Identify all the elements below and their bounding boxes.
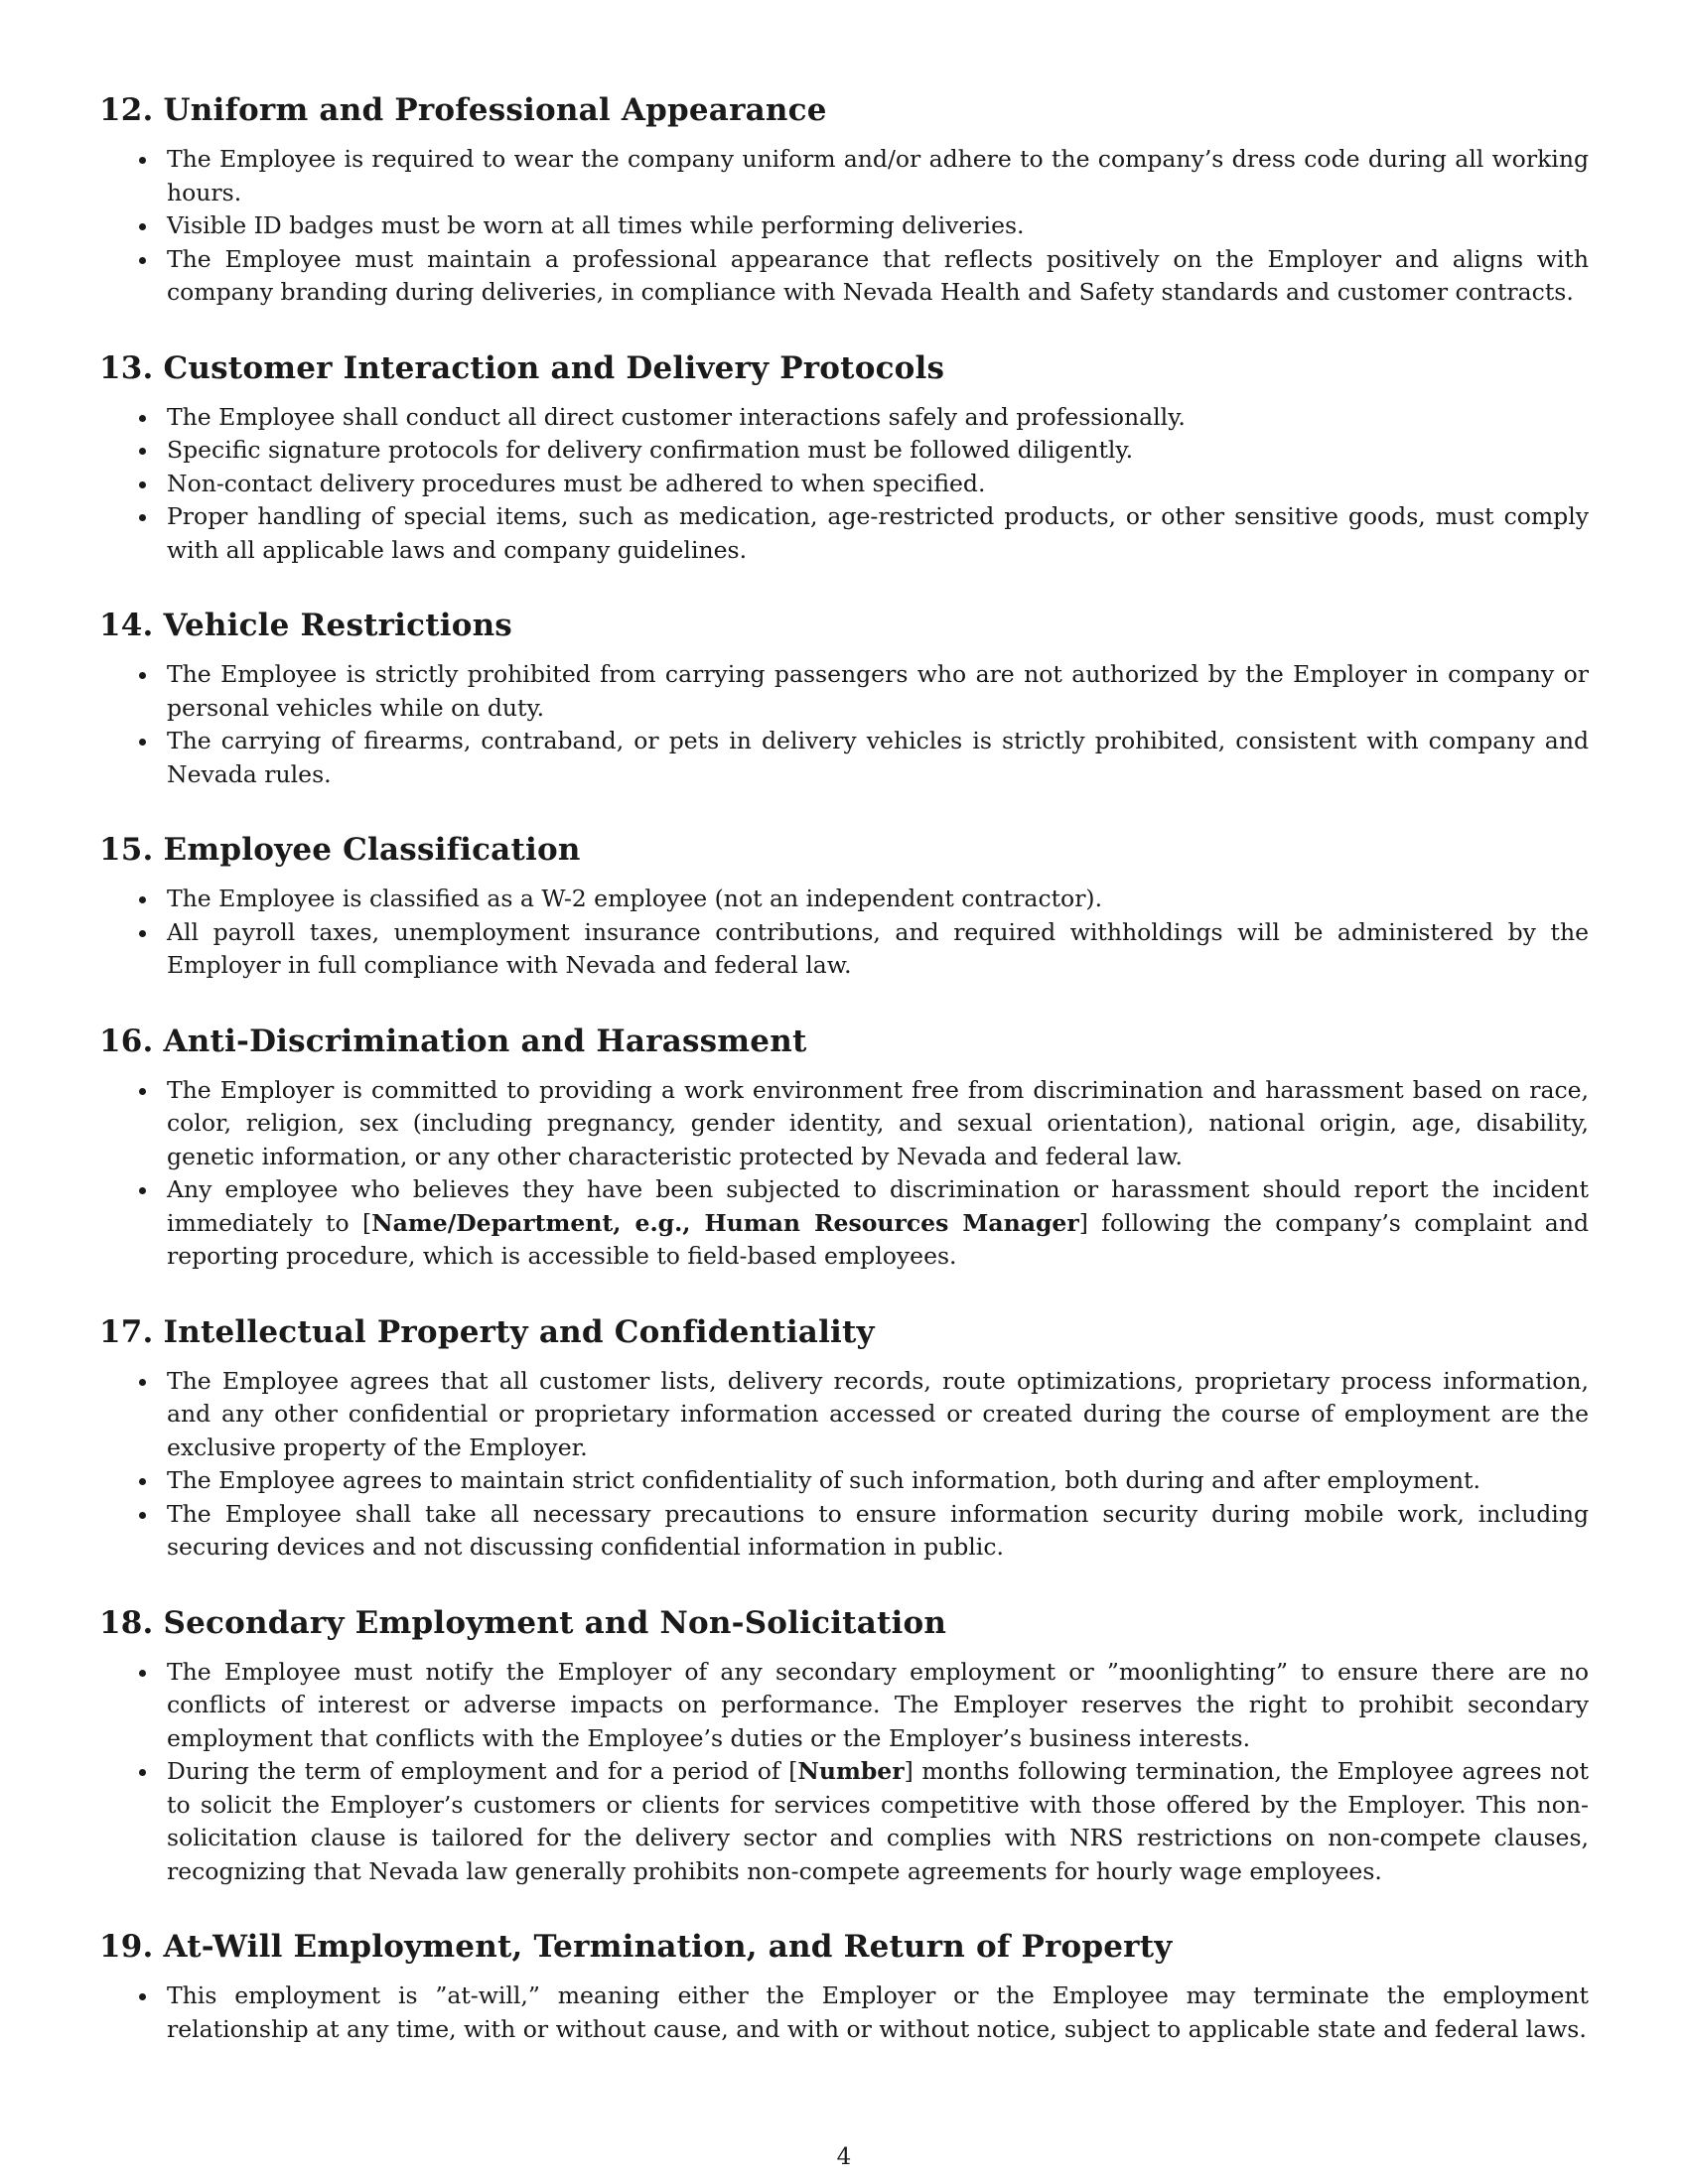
section-title: Customer Interaction and Delivery Protocols — [163, 349, 945, 386]
bullet-list — [99, 1074, 1589, 1274]
section-number: 17. — [99, 1313, 154, 1350]
section-number: 12. — [99, 92, 154, 128]
section-number: 16. — [99, 1023, 154, 1059]
section-heading — [99, 349, 1589, 387]
bullet-item: The Employer is committed to providing a work environment free from discrimination and harassment based on race, color, religion, sex (including pregnancy, gender identity, and sexual orientation), national origin, age, disability, genetic information, or any other characteristic protected by Nevada and federal law. — [99, 1074, 1589, 1174]
bullet-item — [99, 1755, 1589, 1888]
bullet-item: The Employee shall take all necessary precautions to ensure information security during mobile work, including securing devices and not discussing confidential information in public. — [99, 1498, 1589, 1565]
section-title: At-Will Employment, Termination, and Return of Property — [163, 1929, 1173, 1965]
bullet-list — [99, 1365, 1589, 1565]
section-heading — [99, 91, 1589, 129]
placeholder-field: Number — [797, 1757, 905, 1785]
bullet-list — [99, 658, 1589, 791]
bullet-item: The Employee is required to wear the company uniform and/or adhere to the company’s dress code during all working hours. — [99, 143, 1589, 209]
bullet-list — [99, 1656, 1589, 1889]
section-heading — [99, 1928, 1589, 1966]
bullet-item: Proper handling of special items, such as medication, age-restricted products, or other sensitive goods, must comply with all applicable laws and company guidelines. — [99, 500, 1589, 567]
section-number: 14. — [99, 608, 154, 643]
section-18 — [99, 1604, 1589, 1889]
section-16 — [99, 1023, 1589, 1274]
bullet-list — [99, 143, 1589, 310]
bullet-item: This employment is ”at-will,” meaning either the Employer or the Employee may terminate the employment relationship at any time, with or without cause, and with or without notice, subject to applicable state and federal laws. — [99, 1979, 1589, 2046]
section-heading — [99, 1604, 1589, 1642]
section-title: Employee Classification — [163, 832, 581, 868]
bullet-text: During the term of employment and for a period of [ — [167, 1757, 798, 1785]
bullet-item: Visible ID badges must be worn at all times while performing deliveries. — [99, 209, 1589, 243]
bullet-list — [99, 401, 1589, 568]
section-heading — [99, 831, 1589, 869]
bullet-item: All payroll taxes, unemployment insurance contributions, and required withholdings will be administered by the Employer in full compliance with Nevada and federal law. — [99, 916, 1589, 983]
bullet-item: The Employee is strictly prohibited from carrying passengers who are not authorized by the Employer in company or personal vehicles while on duty. — [99, 658, 1589, 725]
bullet-item: The Employee must maintain a professional appearance that reflects positively on the Employer and aligns with company branding during deliveries, in compliance with Nevada Health and Safety standards and customer contracts. — [99, 243, 1589, 310]
document-page — [99, 91, 1589, 2086]
bullet-item: The Employee agrees to maintain strict confidentiality of such information, both during and after employment. — [99, 1464, 1589, 1498]
bullet-item: The carrying of firearms, contraband, or pets in delivery vehicles is strictly prohibited, consistent with company and Nevada rules. — [99, 725, 1589, 791]
section-14 — [99, 607, 1589, 791]
bullet-text: Any employee who believes they have been subjected to discrimination or harassment should report the incident immediately to [ — [167, 1175, 1589, 1237]
section-17 — [99, 1313, 1589, 1565]
bullet-item: Non-contact delivery procedures must be adhered to when specified. — [99, 468, 1589, 501]
section-title: Secondary Employment and Non-Solicitation — [163, 1604, 947, 1641]
bullet-text: ] following the company’s complaint and reporting procedure, which is accessible to field-based employees. — [167, 1208, 1589, 1270]
bullet-item: The Employee is classified as a W-2 employee (not an independent contractor). — [99, 883, 1589, 916]
section-number: 19. — [99, 1929, 154, 1965]
section-13 — [99, 349, 1589, 568]
section-title: Uniform and Professional Appearance — [163, 92, 827, 128]
section-19 — [99, 1928, 1589, 2046]
section-heading — [99, 607, 1589, 644]
page-number: 4 — [836, 2144, 852, 2170]
bullet-item: Specific signature protocols for delivery confirmation must be followed diligently. — [99, 434, 1589, 468]
section-heading — [99, 1023, 1589, 1060]
bullet-item: The Employee shall conduct all direct customer interactions safely and professionally. — [99, 401, 1589, 435]
section-number: 18. — [99, 1604, 154, 1641]
bullet-text: ] months following termination, the Employee agrees not to solicit the Employer’s customers or clients for services competitive with those offered by the Employer. This non-solicitation clause is tailored for the delivery sector and complies with NRS restrictions on non-compete clauses, recognizing that Nevada law generally prohibits non-compete agreements for hourly wage employees. — [167, 1757, 1589, 1885]
section-title: Intellectual Property and Confidentiality — [163, 1313, 875, 1350]
bullet-item — [99, 1173, 1589, 1274]
bullet-list — [99, 1979, 1589, 2046]
section-number: 13. — [99, 349, 154, 386]
bullet-list — [99, 883, 1589, 983]
section-number: 15. — [99, 832, 154, 868]
placeholder-field: Name/Department, e.g., Human Resources Manager — [371, 1208, 1079, 1237]
section-title: Anti-Discrimination and Harassment — [163, 1023, 807, 1059]
bullet-item: The Employee agrees that all customer lists, delivery records, route optimizations, proprietary process information, and any other confidential or proprietary information accessed or created during the course of employment are the exclusive property of the Employer. — [99, 1365, 1589, 1465]
section-heading — [99, 1313, 1589, 1351]
section-title: Vehicle Restrictions — [163, 608, 512, 643]
bullet-item: The Employee must notify the Employer of any secondary employment or ”moonlighting” to ensure there are no conflicts of interest or adverse impacts on performance. The Employer reserves the right to prohibit secondary employment that conflicts with the Employee’s duties or the Employer’s business interests. — [99, 1656, 1589, 1756]
section-15 — [99, 831, 1589, 983]
section-12 — [99, 91, 1589, 310]
